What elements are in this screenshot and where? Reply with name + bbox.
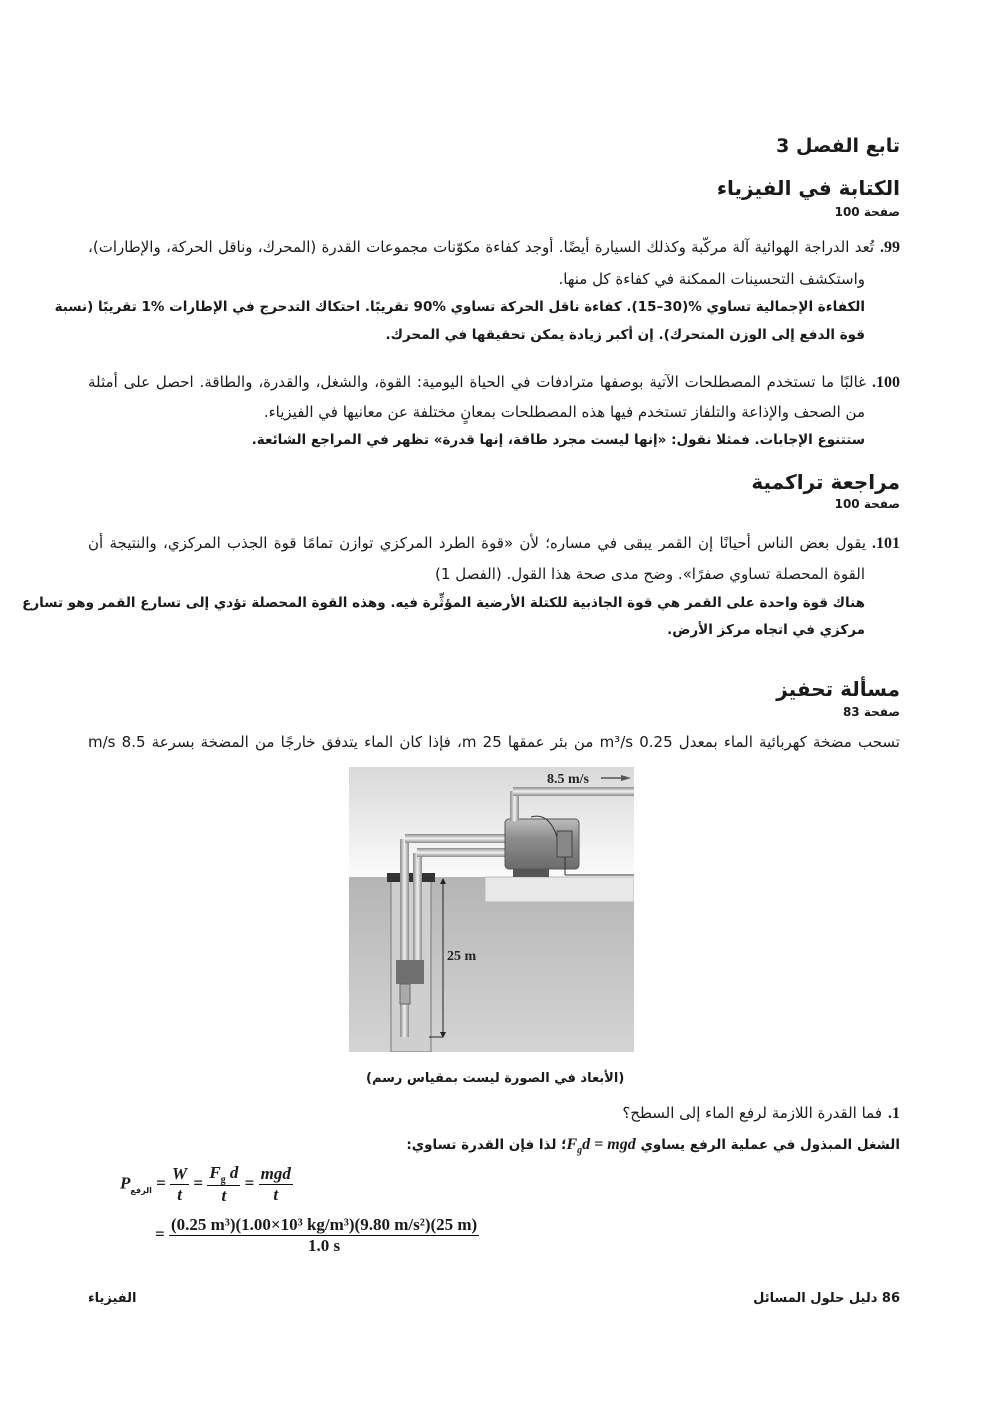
control-box [557,831,572,857]
footer-subject: الفيزياء [88,1291,137,1306]
challenge-statement: تسحب مضخة كهربائية الماء بمعدل 0.25 m³/s من بئر عمقها 25 m، فإذا كان الماء يتدفق خارجًا من المضخة بسرعة 8.5 m/s [88,733,900,751]
q99-number: 99. [880,239,900,256]
pump-base [513,869,549,877]
q100-line-1: 100.غالبًا ما تستخدم المصطلحات الآتية بوصفها مترادفات في الحياة اليومية: القوة، والشغل، والقدرة، والطاقة. احصل على أمثلة [88,373,900,391]
section-page-ref: صفحة 100 [834,497,900,511]
suction-pipe [405,834,505,843]
drop-pipe [400,839,409,1037]
q101-line-2: القوة المحصلة تساوي صفرًا». وضح مدى صحة هذا القول. (الفصل 1) [435,565,865,583]
section-page-ref: صفحة 100 [834,205,900,219]
q101-number: 101. [872,535,900,552]
section-page-ref: صفحة 83 [842,705,900,719]
return-pipe-horizontal [417,848,505,857]
outlet-pipe [513,787,634,796]
power-calculation: = $\frac{\text{(0.25 m³)(1.00×10³ kg/m³)(9.80 m/s²)(25 m)}}{1.0 s}$ [155,1215,478,1255]
q100-number: 100. [872,374,900,391]
foot-valve [400,984,410,1004]
section-title-challenge: مسألة تحفيز [776,677,900,701]
power-formula: $P_{الرفع}$ = $\frac{W}{t}$ = $\frac{F_g d}{t}$ = $\frac{\text{mgd}}{t}$ [120,1163,291,1206]
q99-answer-1: الكفاءة الإجمالية تساوي %(30–15). كفاءة ناقل الحركة تساوي %90 تقريبًا. احتكاك التدحرج في الإطارات %1 تقريبًا (نسبة [54,299,865,315]
q101-answer-1: هناك قوة واحدة على القمر هي قوة الجاذبية للكتلة الأرضية المؤثِّرة فيه. وهذه القوة المحصلة تؤدي إلى تسارع القمر وهو تسارع [22,595,865,611]
depth-label: 25 m [447,949,477,964]
concrete-slab [485,877,634,902]
footer-page: 86 دليل حلول المسائل [753,1291,900,1306]
chapter-continued-heading: تابع الفصل 3 [776,135,900,157]
q101-answer-2: مركزي في اتجاه مركز الأرض. [667,622,865,638]
challenge-q1-answer: الشغل المبذول في عملية الرفع يساوي $F_gd$ = mgd؛ لذا فإن القدرة تساوي: [406,1136,900,1157]
figure-caption: (الأبعاد في الصورة ليست بمقياس رسم) [366,1071,625,1086]
well-pump-figure [349,767,634,1052]
speed-label: 8.5 m/s [547,772,589,787]
challenge-q1: 1.فما القدرة اللازمة لرفع الماء إلى السطح؟ [622,1104,900,1122]
well-cap [387,873,435,882]
q100-answer-1: ستتنوع الإجابات. فمثلا نقول: «إنها ليست مجرد طاقة، إنها قدرة» تظهر في المراجع الشائعة. [251,432,865,448]
jet-assembly [396,960,424,984]
q99-answer-2: قوة الدفع إلى الوزن المتحرك). إن أكبر زيادة يمكن تحقيقها في المحرك. [385,327,865,343]
section-title-writing: الكتابة في الفيزياء [716,176,900,200]
section-title-review: مراجعة تراكمية [751,470,900,494]
q100-line-2: من الصحف والإذاعة والتلفاز تستخدم فيها هذه المصطلحات بمعانٍ مختلفة عن معانيها في الفيزياء. [263,403,865,421]
return-pipe [413,853,422,965]
sky [349,767,634,877]
q101-line-1: 101.يقول بعض الناس أحيانًا إن القمر يبقى في مساره؛ لأن «قوة الطرد المركزي توازن تمامًا قوة الجذب المركزي، والنتيجة أن [88,534,900,552]
q99-line-2: واستكشف التحسينات الممكنة في كفاءة كل منها. [558,270,865,288]
q99-line-1: 99.تُعد الدراجة الهوائية آلة مركّبة وكذلك السيارة أيضًا. أوجد كفاءة مكوّنات مجموعات القدرة (المحرك، وناقل الحركة، والإطارات)، [88,238,900,256]
